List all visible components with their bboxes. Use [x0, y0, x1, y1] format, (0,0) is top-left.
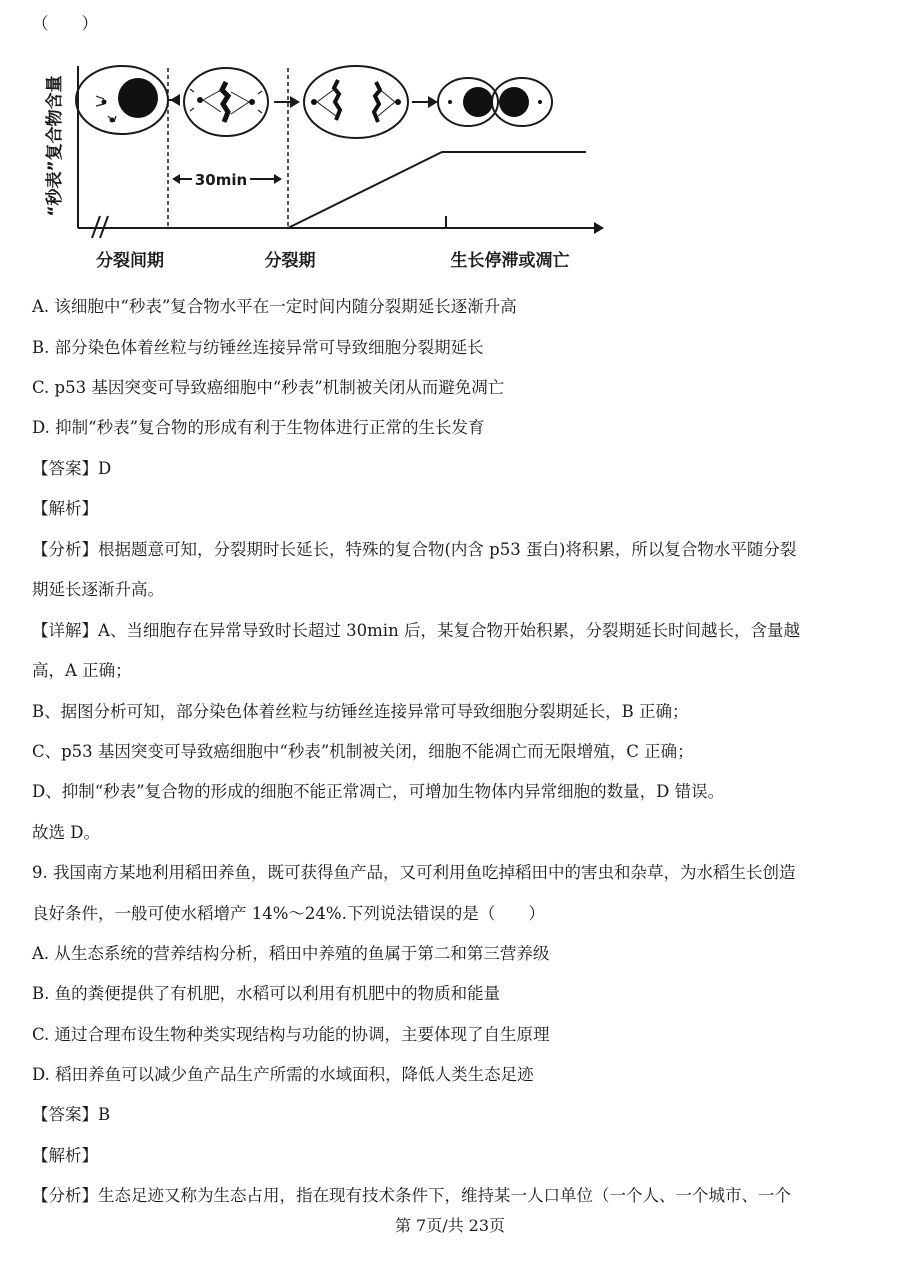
- cell-interphase: [76, 66, 168, 134]
- cell-daughters: [438, 78, 552, 126]
- q9-analysis-heading: 【解析】: [32, 1146, 98, 1165]
- q8-answer: 【答案】D: [32, 459, 112, 478]
- x-label-interphase: 分裂间期: [96, 251, 164, 271]
- question-bracket: （ ）: [32, 14, 98, 33]
- q8-option-a: A. 该细胞中“秒表”复合物水平在一定时间内随分裂期延长逐渐升高: [32, 297, 517, 316]
- x-axis-arrow: [594, 222, 604, 234]
- q8-detail-line: C、p53 基因突变可导致癌细胞中“秒表”机制被关闭，细胞不能凋亡而无限增殖，C 正确；: [32, 742, 694, 761]
- q8-detail-line: 高，A 正确；: [32, 661, 132, 680]
- q9-stem-line: 9. 我国南方某地利用稻田养鱼，既可获得鱼产品，又可利用鱼吃掉稻田中的害虫和杂草，为水稻生长创造: [32, 863, 796, 882]
- x-label-mitosis: 分裂期: [264, 251, 316, 271]
- x-label-arrest: 生长停滞或凋亡: [450, 251, 570, 271]
- q9-answer: 【答案】B: [32, 1105, 111, 1124]
- q9-option-a: A. 从生态系统的营养结构分析，稻田中养殖的鱼属于第二和第三营养级: [32, 944, 550, 963]
- q9-analysis-line: 【分析】生态足迹又称为生态占用，指在现有技术条件下，维持某一人口单位（一个人、一个城市、一个: [32, 1186, 791, 1205]
- q8-analysis-line: 期延长逐渐升高。: [32, 580, 164, 599]
- stage-arrow: [290, 96, 300, 108]
- page-footer: 第 7页/共 23页: [394, 1216, 506, 1235]
- interval-label: 30min: [194, 171, 248, 189]
- q9-option-c: C. 通过合理布设生物种类实现结构与功能的协调，主要体现了自生原理: [32, 1025, 550, 1044]
- q8-option-c: C. p53 基因突变可导致癌细胞中“秒表”机制被关闭从而避免凋亡: [32, 378, 505, 397]
- q8-analysis-heading: 【解析】: [32, 499, 98, 518]
- interval-arrow-right: [274, 174, 282, 184]
- q8-detail-line: 【详解】A、当细胞存在异常导致时长超过 30min 后，某复合物开始积累，分裂期延长时间越长，含量越: [32, 621, 800, 640]
- q8-option-b: B. 部分染色体着丝粒与纺锤丝连接异常可导致细胞分裂期延长: [32, 338, 484, 357]
- y-axis-label: “秒表”复合物含量: [45, 75, 65, 217]
- complex-level-curve: [288, 152, 586, 228]
- q8-analysis-line: 【分析】根据题意可知，分裂期时长延长，特殊的复合物(内含 p53 蛋白)将积累，所以复合物水平随分裂: [32, 540, 797, 559]
- q8-detail-line: B、据图分析可知，部分染色体着丝粒与纺锤丝连接异常可导致细胞分裂期延长，B 正确；: [32, 702, 689, 721]
- q8-conclusion: 故选 D。: [32, 823, 100, 842]
- q8-detail-line: D、抑制“秒表”复合物的形成的细胞不能正常凋亡，可增加生物体内异常细胞的数量，D 错误。: [32, 782, 725, 801]
- stage-arrow: [428, 96, 438, 108]
- interval-arrow-left: [172, 174, 180, 184]
- q9-stem-line: 良好条件，一般可使水稻增产 14%～24%.下列说法错误的是（ ）: [32, 904, 545, 923]
- q9-option-b: B. 鱼的粪便提供了有机肥，水稻可以利用有机肥中的物质和能量: [32, 984, 501, 1003]
- q8-option-d: D. 抑制“秒表”复合物的形成有利于生物体进行正常的生长发育: [32, 418, 485, 437]
- cell-metaphase: [184, 68, 268, 136]
- cell-anaphase: [304, 66, 408, 138]
- cell-cycle-figure: [38, 56, 608, 280]
- q9-option-d: D. 稻田养鱼可以减少鱼产品生产所需的水域面积，降低人类生态足迹: [32, 1065, 534, 1084]
